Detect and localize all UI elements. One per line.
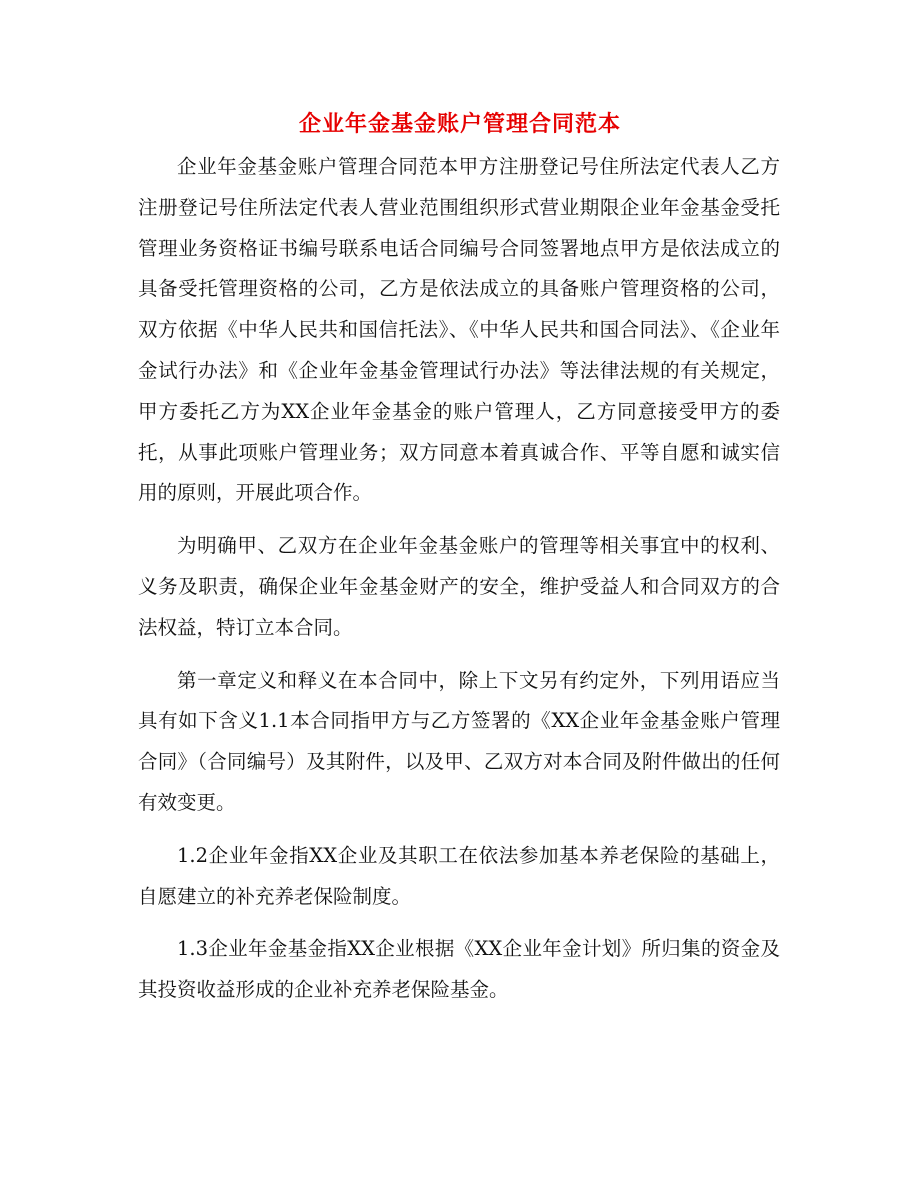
paragraph-intro: 企业年金基金账户管理合同范本甲方注册登记号住所法定代表人乙方注册登记号住所法定代表人营业范围组织形式营业期限企业年金基金受托管理业务资格证书编号联系电话合同编号合同签署地点甲方是依法成立的具备受托管理资格的公司，乙方是依法成立的具备账户管理资格的公司，双方依据《中华人民共和国信托法》、《中华人民共和国合同法》、《企业年金试行办法》和《企业年金基金管理试行办法》等法律法规的有关规定，甲方委托乙方为XX企业年金基金的账户管理人，乙方同意接受甲方的委托，从事此项账户管理业务；双方同意本着真诚合作、平等自愿和诚实信用的原则，开展此项合作。 [138, 155, 780, 505]
paragraph-purpose: 为明确甲、乙双方在企业年金基金账户的管理等相关事宜中的权利、义务及职责，确保企业年金基金财产的安全，维护受益人和合同双方的合法权益，特订立本合同。 [138, 534, 780, 639]
paragraph-clause-1-3: 1.3企业年金基金指XX企业根据《XX企业年金计划》所归集的资金及其投资收益形成的企业补充养老保险基金。 [138, 937, 780, 1002]
paragraph-chapter-one: 第一章定义和释义在本合同中，除上下文另有约定外，下列用语应当具有如下含义1.1本合同指甲方与乙方签署的《XX企业年金基金账户管理合同》（合同编号）及其附件，以及甲、乙双方对本合同及附件做出的任何有效变更。 [138, 668, 780, 814]
paragraph-clause-1-2: 1.2企业年金指XX企业及其职工在依法参加基本养老保险的基础上，自愿建立的补充养老保险制度。 [138, 843, 780, 908]
document-title: 企业年金基金账户管理合同范本 [298, 111, 621, 137]
document-body [138, 147, 780, 1023]
